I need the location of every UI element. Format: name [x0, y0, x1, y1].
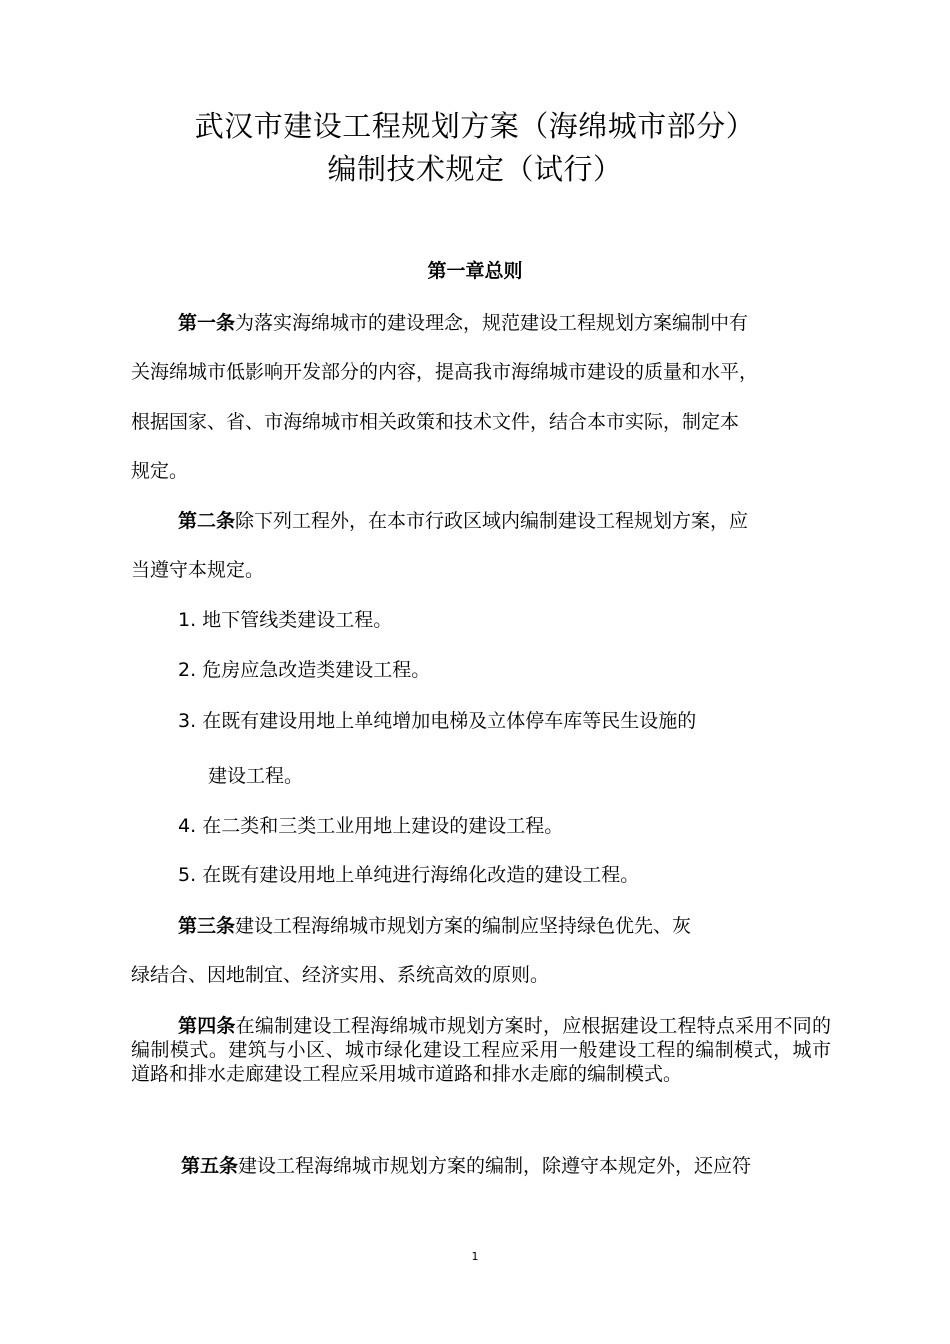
- list-item: [178, 814, 563, 838]
- document-title-line1: 武汉市建设工程规划方案（海绵城市部分）: [194, 109, 756, 143]
- list-item-number: 2.: [178, 659, 197, 681]
- article-1-line-2: 关海绵城市低影响开发部分的内容，提高我市海绵城市建设的质量和水平，: [131, 361, 759, 383]
- article-1-text-1: 为落实海绵城市的建设理念，规范建设工程规划方案编制中有: [235, 312, 749, 334]
- article-1-line-4: 规定。: [131, 460, 189, 482]
- chapter-heading: 第一章总则: [427, 260, 523, 282]
- article-2-text-1: 除下列工程外，在本市行政区域内编制建设工程规划方案，应: [235, 510, 749, 532]
- list-item-number: 4.: [178, 815, 197, 837]
- list-item-number: 5.: [178, 864, 197, 886]
- list-item: [178, 863, 639, 887]
- list-item-text: 在二类和三类工业用地上建设的建设工程。: [202, 815, 564, 837]
- list-item-number: 1.: [178, 609, 197, 631]
- article-4-text: 在编制建设工程海绵城市规划方案时，应根据建设工程特点采用不同的编制模式。建筑与小区、城市绿化建设工程应采用一般建设工程的编制模式，城市道路和排水走廊建设工程应采用城市道路和排水走廊的编制模式。: [131, 1015, 831, 1085]
- article-2-label: 第二条: [178, 510, 236, 532]
- article-4-label: 第四条: [178, 1015, 236, 1037]
- list-item: [178, 658, 430, 682]
- list-item-number: 3.: [178, 710, 197, 732]
- article-5-text-1: 建设工程海绵城市规划方案的编制，除遵守本规定外，还应符: [238, 1155, 752, 1177]
- list-item-text: 在既有建设用地上单纯进行海绵化改造的建设工程。: [202, 864, 640, 886]
- page-number: 1: [471, 1250, 479, 1263]
- article-5-line-1: [181, 1154, 751, 1178]
- article-3-line-1: [178, 914, 691, 938]
- document-title-line2: 编制技术规定（试行）: [327, 152, 623, 186]
- article-1-line-3: 根据国家、省、市海绵城市相关政策和技术文件，结合本市实际，制定本: [131, 411, 740, 433]
- article-3-line-2: 绿结合、因地制宜、经济实用、系统高效的原则。: [131, 964, 550, 986]
- list-item: [178, 709, 696, 733]
- article-2-line-2: 当遵守本规定。: [131, 559, 265, 581]
- list-item-text: 危房应急改造类建设工程。: [202, 659, 431, 681]
- article-1-label: 第一条: [178, 312, 236, 334]
- article-3-label: 第三条: [178, 915, 236, 937]
- article-3-text-1: 建设工程海绵城市规划方案的编制应坚持绿色优先、灰: [235, 915, 692, 937]
- list-item: [178, 608, 392, 632]
- article-1-line-1: [178, 311, 748, 335]
- article-5-label: 第五条: [181, 1155, 239, 1177]
- list-item-text: 地下管线类建设工程。: [202, 609, 393, 631]
- list-item-text: 在既有建设用地上单纯增加电梯及立体停车库等民生设施的: [202, 710, 697, 732]
- article-4-paragraph: [131, 1014, 831, 1086]
- article-2-line-1: [178, 509, 748, 533]
- list-item-continuation: 建设工程。: [208, 765, 304, 787]
